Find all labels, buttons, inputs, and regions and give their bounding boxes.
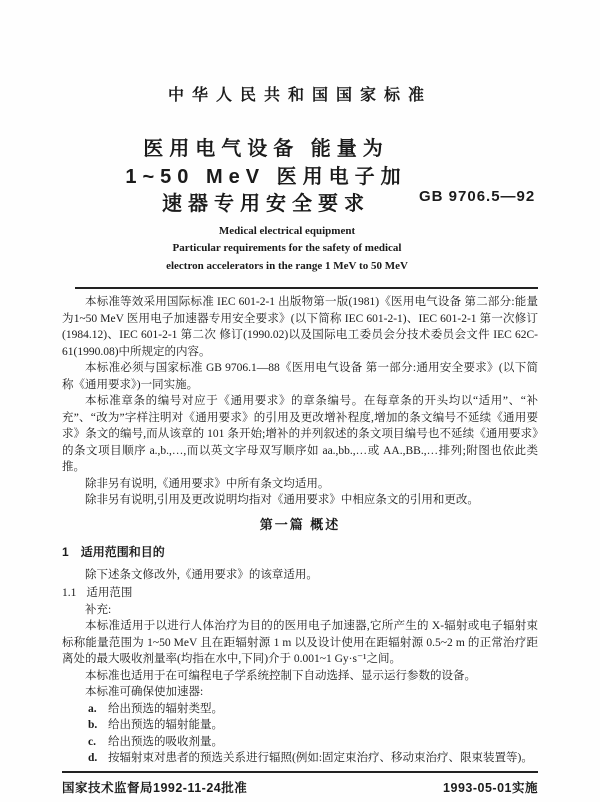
clause-1-title: 适用范围和目的 xyxy=(80,545,165,559)
chinese-title-line-3: 速器专用安全要求 xyxy=(162,193,370,215)
clause-1-heading xyxy=(62,543,538,561)
clause-1-1-title: 适用范围 xyxy=(86,586,133,599)
clause-1-intro: 除下述条文修改外,《通用要求》的该章适用。 xyxy=(85,569,318,581)
accelerator-requirements-list xyxy=(62,701,538,767)
list-item-text: 给出预选的辐射类型。 xyxy=(108,702,223,715)
clause-1-number: 1 xyxy=(62,545,69,559)
scope-paragraph: 本标准也适用于在可编程电子学系统控制下自动选择、显示运行参数的设备。 xyxy=(85,669,476,682)
list-item xyxy=(62,750,538,767)
footer-divider xyxy=(62,771,538,773)
list-item-marker: d. xyxy=(88,752,98,764)
chinese-title xyxy=(62,136,470,219)
list-item xyxy=(62,701,538,718)
english-title-line-3: electron accelerators in the range 1 MeV to 50 MeV xyxy=(166,259,408,272)
list-item-text: 给出预选的吸收剂量。 xyxy=(108,735,223,748)
foreword-paragraph: 本标准必须与国家标准 GB 9706.1—88《医用电气设备 第一部分:通用安全要求》(以下简称《通用要求》)一同实施。 xyxy=(62,362,538,391)
clause-1-1-number: 1.1 xyxy=(62,586,77,599)
standard-category-label: 中华人民共和国国家标准 xyxy=(167,87,432,104)
implementation-date: 1993-05-01实施 xyxy=(443,780,538,795)
scope-paragraph: 本标准可确保使加速器: xyxy=(85,686,204,698)
english-title-line-1: Medical electrical equipment xyxy=(218,224,356,237)
standard-number: GB 9706.5—92 xyxy=(419,188,536,205)
list-item xyxy=(62,734,538,751)
foreword-paragraph: 本标准章条的编号对应于《通用要求》的章条编号。在每章条的开头均以“适用”、“补充”、“改为”字样注明对《通用要求》的引用及更改增补程度,增加的条文编号不延续《通用要求》条文的编号,而从该章的 101 条开始;增补的并列叙述的条文项目编号也不延续《通用要求》的条文项目顺序 a.,b.,…,而以英文字母双写顺序如 aa.,bb.,…或 AA.,BB.,…排列;附图也依此类推。 xyxy=(62,395,538,473)
list-item-marker: b. xyxy=(88,719,98,731)
header-divider xyxy=(75,287,538,289)
list-item-marker: c. xyxy=(88,735,96,748)
supplement-label: 补充: xyxy=(85,603,112,616)
approval-notice: 国家技术监督局1992-11-24批准 xyxy=(62,780,248,795)
english-title-line-2: Particular requirements for the safety of medical xyxy=(172,242,402,254)
scope-paragraph: 本标准适用于以进行人体治疗为目的的医用电子加速器,它所产生的 X-辐射或电子辐射束标称能量范围为 1~50 MeV 且在距辐射源 1 m 以及设计使用在距辐射源 0.5~2 m 的正常治疗距离处的最大吸收剂量率(均指在水中,下同)介于 0.001~1 Gy·s⁻¹之间。 xyxy=(62,620,538,665)
list-item-text: 按辐射束对患者的预选关系进行辐照(例如:固定束治疗、移动束治疗、限束装置等)。 xyxy=(108,752,533,764)
list-item xyxy=(62,717,538,734)
clause-1-1-heading xyxy=(62,584,538,602)
list-item-text: 给出预选的辐射能量。 xyxy=(108,719,223,731)
part-title: 第一篇 概述 xyxy=(259,516,341,532)
list-item-marker: a. xyxy=(88,702,97,715)
english-title xyxy=(62,223,512,276)
foreword-paragraph: 除非另有说明,引用及更改说明均指对《通用要求》中相应条文的引用和更改。 xyxy=(85,494,479,506)
chinese-title-line-2: 1~50 MeV 医用电子加 xyxy=(125,165,407,188)
foreword-paragraph: 除非另有说明,《通用要求》中所有条文均适用。 xyxy=(85,477,330,490)
foreword-paragraph: 本标准等效采用国际标准 IEC 601-2-1 出版物第一版(1981)《医用电气设备 第二部分:能量为1~50 MeV 医用电子加速器专用安全要求》(以下简称 IEC 601-2-1)、IEC 601-2-1 第一次修订(1984.12)、IEC 601-2-1 第二次 修订(1990.02)以及国际电工委员会分技术委员会文件 IEC 62C-61(1990.08)中所规定的内容。 xyxy=(62,296,538,358)
document-footer xyxy=(62,778,538,796)
document-body xyxy=(62,294,538,767)
chinese-title-line-1: 医用电气设备 能量为 xyxy=(143,138,389,160)
